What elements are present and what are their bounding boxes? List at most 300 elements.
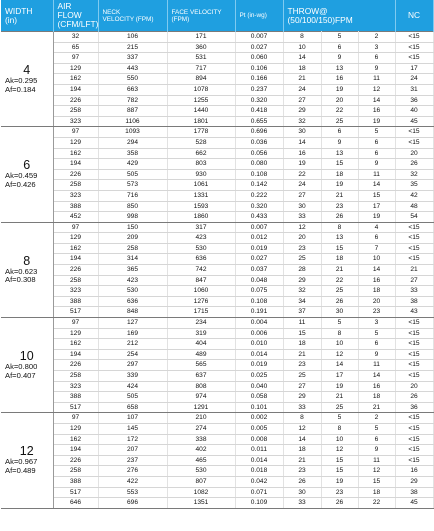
throw-100-cell: 9 <box>321 137 358 148</box>
pt-cell: 0.025 <box>235 371 283 382</box>
airflow-cell: 258 <box>53 180 98 191</box>
throw-150-cell: 18 <box>358 487 395 498</box>
throw-100-cell: 21 <box>321 190 358 201</box>
table-row <box>1 498 433 509</box>
nc-cell: <15 <box>395 360 433 371</box>
neck-velocity-cell: 169 <box>98 328 167 339</box>
throw-100-cell: 6 <box>321 127 358 138</box>
throw-150-cell: 4 <box>358 222 395 233</box>
throw-150-cell: 22 <box>358 498 395 509</box>
face-velocity-cell: 234 <box>167 318 235 329</box>
pt-cell: 0.008 <box>235 434 283 445</box>
throw-150-cell: 5 <box>358 423 395 434</box>
nc-cell: 17 <box>395 63 433 74</box>
throw-150-cell: 6 <box>358 233 395 244</box>
face-velocity-cell: 1082 <box>167 487 235 498</box>
header-throw: THROW@ (50/100/150)FPM <box>283 0 395 32</box>
size-value: 6 <box>23 158 31 173</box>
face-velocity-cell: 742 <box>167 265 235 276</box>
table-row <box>1 74 433 85</box>
neck-velocity-cell: 422 <box>98 476 167 487</box>
pt-cell: 0.002 <box>235 413 283 424</box>
airflow-cell: 162 <box>53 74 98 85</box>
neck-velocity-cell: 172 <box>98 434 167 445</box>
table-row <box>1 212 433 223</box>
table-row <box>1 371 433 382</box>
throw-50-cell: 20 <box>283 233 321 244</box>
throw-100-cell: 12 <box>321 349 358 360</box>
pt-cell: 0.005 <box>235 423 283 434</box>
pt-cell: 0.040 <box>235 381 283 392</box>
ak-value: Ak=0.800 <box>5 362 38 372</box>
table-row <box>1 169 433 180</box>
face-velocity-cell: 847 <box>167 275 235 286</box>
face-velocity-cell: 1291 <box>167 402 235 413</box>
airflow-cell: 194 <box>53 254 98 265</box>
throw-100-cell: 8 <box>321 328 358 339</box>
pt-cell: 0.106 <box>235 63 283 74</box>
face-velocity-cell: 894 <box>167 74 235 85</box>
throw-50-cell: 27 <box>283 95 321 106</box>
throw-50-cell: 23 <box>283 360 321 371</box>
airflow-cell: 97 <box>53 413 98 424</box>
table-row <box>1 106 433 117</box>
pt-cell: 0.007 <box>235 222 283 233</box>
face-velocity-cell: 317 <box>167 222 235 233</box>
throw-150-cell: 6 <box>358 148 395 159</box>
throw-50-cell: 8 <box>283 32 321 43</box>
pt-cell: 0.012 <box>235 233 283 244</box>
throw-50-cell: 27 <box>283 381 321 392</box>
throw-150-cell: 2 <box>358 32 395 43</box>
pt-cell: 0.027 <box>235 254 283 265</box>
airflow-cell: 388 <box>53 296 98 307</box>
table-row <box>1 328 433 339</box>
table-row <box>1 381 433 392</box>
pt-cell: 0.075 <box>235 286 283 297</box>
pt-cell: 0.222 <box>235 190 283 201</box>
nc-cell: 36 <box>395 402 433 413</box>
pt-cell: 0.418 <box>235 106 283 117</box>
throw-150-cell: 18 <box>358 392 395 403</box>
throw-100-cell: 8 <box>321 222 358 233</box>
table-row <box>1 318 433 329</box>
nc-cell: <15 <box>395 318 433 329</box>
table-row <box>1 434 433 445</box>
throw-100-cell: 12 <box>321 445 358 456</box>
neck-velocity-cell: 258 <box>98 243 167 254</box>
airflow-cell: 323 <box>53 116 98 127</box>
table-header <box>1 0 433 32</box>
throw-50-cell: 19 <box>283 159 321 170</box>
throw-100-cell: 22 <box>321 275 358 286</box>
header-width: WIDTH (in) <box>1 0 53 32</box>
face-velocity-cell: 1078 <box>167 84 235 95</box>
neck-velocity-cell: 423 <box>98 275 167 286</box>
neck-velocity-cell: 443 <box>98 63 167 74</box>
airflow-cell: 517 <box>53 307 98 318</box>
face-velocity-cell: 1255 <box>167 95 235 106</box>
nc-cell: <15 <box>395 349 433 360</box>
pt-cell: 0.058 <box>235 392 283 403</box>
table-row <box>1 339 433 350</box>
throw-50-cell: 29 <box>283 392 321 403</box>
throw-150-cell: 19 <box>358 116 395 127</box>
table-row <box>1 487 433 498</box>
table-row <box>1 286 433 297</box>
airflow-cell: 226 <box>53 265 98 276</box>
throw-100-cell: 30 <box>321 307 358 318</box>
pt-cell: 0.036 <box>235 137 283 148</box>
throw-50-cell: 14 <box>283 53 321 64</box>
throw-50-cell: 37 <box>283 307 321 318</box>
face-velocity-cell: 930 <box>167 169 235 180</box>
face-velocity-cell: 1801 <box>167 116 235 127</box>
ak-value: Ak=0.459 <box>5 171 38 181</box>
face-velocity-cell: 565 <box>167 360 235 371</box>
face-velocity-cell: 338 <box>167 434 235 445</box>
pt-cell: 0.018 <box>235 466 283 477</box>
table-row <box>1 455 433 466</box>
throw-150-cell: 12 <box>358 466 395 477</box>
airflow-cell: 129 <box>53 233 98 244</box>
table-row <box>1 32 433 43</box>
pt-cell: 0.006 <box>235 328 283 339</box>
nc-cell: <15 <box>395 254 433 265</box>
airflow-cell: 129 <box>53 137 98 148</box>
table-row <box>1 423 433 434</box>
airflow-cell: 323 <box>53 286 98 297</box>
airflow-cell: 129 <box>53 423 98 434</box>
airflow-cell: 258 <box>53 275 98 286</box>
throw-50-cell: 29 <box>283 106 321 117</box>
neck-velocity-cell: 696 <box>98 498 167 509</box>
neck-velocity-cell: 1093 <box>98 127 167 138</box>
ak-value: Ak=0.295 <box>5 76 38 86</box>
nc-cell: <15 <box>395 445 433 456</box>
table-row <box>1 476 433 487</box>
neck-velocity-cell: 339 <box>98 371 167 382</box>
throw-50-cell: 14 <box>283 434 321 445</box>
throw-50-cell: 30 <box>283 201 321 212</box>
neck-velocity-cell: 212 <box>98 339 167 350</box>
nc-cell: 42 <box>395 190 433 201</box>
throw-150-cell: 6 <box>358 434 395 445</box>
table-row <box>1 402 433 413</box>
pt-cell: 0.191 <box>235 307 283 318</box>
throw-50-cell: 28 <box>283 265 321 276</box>
throw-50-cell: 26 <box>283 476 321 487</box>
nc-cell: 31 <box>395 84 433 95</box>
throw-50-cell: 33 <box>283 212 321 223</box>
neck-velocity-cell: 276 <box>98 466 167 477</box>
face-velocity-cell: 636 <box>167 254 235 265</box>
nc-cell: 35 <box>395 180 433 191</box>
table-row <box>1 265 433 276</box>
face-velocity-cell: 1860 <box>167 212 235 223</box>
throw-50-cell: 11 <box>283 318 321 329</box>
airflow-cell: 258 <box>53 371 98 382</box>
throw-50-cell: 33 <box>283 498 321 509</box>
pt-cell: 0.042 <box>235 476 283 487</box>
throw-50-cell: 23 <box>283 243 321 254</box>
nc-cell: <15 <box>395 42 433 53</box>
throw-150-cell: 15 <box>358 476 395 487</box>
pt-cell: 0.037 <box>235 265 283 276</box>
throw-100-cell: 22 <box>321 106 358 117</box>
throw-50-cell: 10 <box>283 42 321 53</box>
nc-cell: <15 <box>395 455 433 466</box>
throw-100-cell: 9 <box>321 53 358 64</box>
throw-150-cell: 14 <box>358 95 395 106</box>
throw-100-cell: 18 <box>321 254 358 265</box>
neck-velocity-cell: 237 <box>98 455 167 466</box>
nc-cell: 27 <box>395 275 433 286</box>
throw-50-cell: 25 <box>283 254 321 265</box>
nc-cell: 26 <box>395 392 433 403</box>
ak-value: Ak=0.967 <box>5 457 38 467</box>
throw-150-cell: 2 <box>358 413 395 424</box>
throw-150-cell: 12 <box>358 84 395 95</box>
nc-cell: <15 <box>395 32 433 43</box>
airflow-cell: 323 <box>53 381 98 392</box>
throw-150-cell: 9 <box>358 349 395 360</box>
header-neck-velocity: NECK VELOCITY (FPM) <box>98 0 167 32</box>
pt-cell: 0.109 <box>235 498 283 509</box>
table-row <box>1 275 433 286</box>
pt-cell: 0.027 <box>235 42 283 53</box>
throw-150-cell: 10 <box>358 254 395 265</box>
table-row <box>1 243 433 254</box>
throw-150-cell: 11 <box>358 169 395 180</box>
airflow-cell: 129 <box>53 63 98 74</box>
throw-100-cell: 13 <box>321 63 358 74</box>
face-velocity-cell: 530 <box>167 243 235 254</box>
pt-cell: 0.101 <box>235 402 283 413</box>
pt-cell: 0.010 <box>235 339 283 350</box>
airflow-cell: 162 <box>53 243 98 254</box>
face-velocity-cell: 1593 <box>167 201 235 212</box>
nc-cell: 16 <box>395 466 433 477</box>
airflow-cell: 388 <box>53 201 98 212</box>
airflow-cell: 97 <box>53 318 98 329</box>
pt-cell: 0.166 <box>235 74 283 85</box>
table-row <box>1 222 433 233</box>
throw-50-cell: 30 <box>283 127 321 138</box>
throw-150-cell: 15 <box>358 190 395 201</box>
nc-cell: 21 <box>395 265 433 276</box>
nc-cell: 24 <box>395 74 433 85</box>
neck-velocity-cell: 716 <box>98 190 167 201</box>
throw-100-cell: 26 <box>321 498 358 509</box>
pt-cell: 0.433 <box>235 212 283 223</box>
neck-velocity-cell: 150 <box>98 222 167 233</box>
table-row <box>1 466 433 477</box>
face-velocity-cell: 637 <box>167 371 235 382</box>
size-cell <box>1 127 53 222</box>
table-row <box>1 53 433 64</box>
throw-150-cell: 6 <box>358 339 395 350</box>
neck-velocity-cell: 848 <box>98 307 167 318</box>
face-velocity-cell: 489 <box>167 349 235 360</box>
table-row <box>1 95 433 106</box>
face-velocity-cell: 423 <box>167 233 235 244</box>
throw-150-cell: 3 <box>358 42 395 53</box>
neck-velocity-cell: 254 <box>98 349 167 360</box>
neck-velocity-cell: 1106 <box>98 116 167 127</box>
throw-50-cell: 18 <box>283 63 321 74</box>
nc-cell: <15 <box>395 233 433 244</box>
throw-100-cell: 15 <box>321 466 358 477</box>
face-velocity-cell: 528 <box>167 137 235 148</box>
neck-velocity-cell: 505 <box>98 392 167 403</box>
size-value: 8 <box>23 253 31 268</box>
throw-150-cell: 9 <box>358 63 395 74</box>
pt-cell: 0.060 <box>235 53 283 64</box>
throw-150-cell: 18 <box>358 286 395 297</box>
face-velocity-cell: 1331 <box>167 190 235 201</box>
throw-50-cell: 18 <box>283 339 321 350</box>
neck-velocity-cell: 127 <box>98 318 167 329</box>
face-velocity-cell: 319 <box>167 328 235 339</box>
throw-50-cell: 21 <box>283 74 321 85</box>
throw-150-cell: 6 <box>358 53 395 64</box>
throw-150-cell: 6 <box>358 137 395 148</box>
table-row <box>1 148 433 159</box>
face-velocity-cell: 402 <box>167 445 235 456</box>
nc-cell: <15 <box>395 328 433 339</box>
throw-50-cell: 21 <box>283 349 321 360</box>
throw-100-cell: 25 <box>321 402 358 413</box>
table-row <box>1 445 433 456</box>
neck-velocity-cell: 314 <box>98 254 167 265</box>
throw-100-cell: 16 <box>321 74 358 85</box>
neck-velocity-cell: 782 <box>98 95 167 106</box>
face-velocity-cell: 974 <box>167 392 235 403</box>
airflow-cell: 97 <box>53 127 98 138</box>
face-velocity-cell: 465 <box>167 455 235 466</box>
size-value: 12 <box>19 444 34 459</box>
size-cell <box>1 222 53 317</box>
table-row <box>1 296 433 307</box>
face-velocity-cell: 1351 <box>167 498 235 509</box>
throw-100-cell: 21 <box>321 392 358 403</box>
table-row <box>1 180 433 191</box>
throw-100-cell: 19 <box>321 476 358 487</box>
neck-velocity-cell: 553 <box>98 487 167 498</box>
throw-50-cell: 29 <box>283 275 321 286</box>
throw-100-cell: 8 <box>321 423 358 434</box>
nc-cell: 45 <box>395 498 433 509</box>
size-cell <box>1 413 53 508</box>
neck-velocity-cell: 663 <box>98 84 167 95</box>
throw-100-cell: 5 <box>321 413 358 424</box>
nc-cell: 45 <box>395 116 433 127</box>
throw-50-cell: 32 <box>283 286 321 297</box>
header-airflow: AIR FLOW (CFM/LFT) <box>53 0 98 32</box>
throw-150-cell: 3 <box>358 318 395 329</box>
pt-cell: 0.108 <box>235 169 283 180</box>
airflow-cell: 323 <box>53 190 98 201</box>
table-row <box>1 137 433 148</box>
airflow-cell: 162 <box>53 148 98 159</box>
throw-50-cell: 24 <box>283 180 321 191</box>
nc-cell: <15 <box>395 222 433 233</box>
nc-cell: 26 <box>395 159 433 170</box>
pt-cell: 0.019 <box>235 360 283 371</box>
header-nc: NC <box>395 0 433 32</box>
throw-50-cell: 21 <box>283 455 321 466</box>
airflow-cell: 226 <box>53 95 98 106</box>
airflow-cell: 226 <box>53 169 98 180</box>
throw-50-cell: 23 <box>283 466 321 477</box>
throw-100-cell: 25 <box>321 286 358 297</box>
pt-cell: 0.014 <box>235 349 283 360</box>
airflow-cell: 258 <box>53 106 98 117</box>
neck-velocity-cell: 573 <box>98 180 167 191</box>
spec-table-container <box>1 0 433 509</box>
neck-velocity-cell: 106 <box>98 32 167 43</box>
nc-cell: <15 <box>395 339 433 350</box>
pt-cell: 0.080 <box>235 159 283 170</box>
airflow-cell: 517 <box>53 487 98 498</box>
throw-50-cell: 22 <box>283 169 321 180</box>
throw-100-cell: 20 <box>321 95 358 106</box>
af-value: Af=0.308 <box>5 275 36 285</box>
airflow-cell: 194 <box>53 445 98 456</box>
table-row <box>1 349 433 360</box>
throw-150-cell: 11 <box>358 360 395 371</box>
throw-50-cell: 32 <box>283 116 321 127</box>
neck-velocity-cell: 215 <box>98 42 167 53</box>
throw-100-cell: 5 <box>321 318 358 329</box>
table-row <box>1 42 433 53</box>
throw-100-cell: 26 <box>321 212 358 223</box>
face-velocity-cell: 807 <box>167 476 235 487</box>
pt-cell: 0.108 <box>235 296 283 307</box>
nc-cell: 20 <box>395 148 433 159</box>
throw-50-cell: 30 <box>283 487 321 498</box>
pt-cell: 0.004 <box>235 318 283 329</box>
throw-100-cell: 25 <box>321 116 358 127</box>
face-velocity-cell: 1061 <box>167 180 235 191</box>
nc-cell: 32 <box>395 169 433 180</box>
neck-velocity-cell: 424 <box>98 381 167 392</box>
neck-velocity-cell: 297 <box>98 360 167 371</box>
table-row <box>1 360 433 371</box>
throw-100-cell: 15 <box>321 159 358 170</box>
nc-cell: <15 <box>395 53 433 64</box>
throw-100-cell: 26 <box>321 296 358 307</box>
neck-velocity-cell: 850 <box>98 201 167 212</box>
table-row <box>1 116 433 127</box>
throw-150-cell: 23 <box>358 307 395 318</box>
neck-velocity-cell: 887 <box>98 106 167 117</box>
throw-100-cell: 23 <box>321 201 358 212</box>
face-velocity-cell: 210 <box>167 413 235 424</box>
throw-50-cell: 25 <box>283 371 321 382</box>
size-cell <box>1 32 53 127</box>
neck-velocity-cell: 530 <box>98 286 167 297</box>
throw-50-cell: 12 <box>283 423 321 434</box>
face-velocity-cell: 1276 <box>167 296 235 307</box>
airflow-cell: 226 <box>53 455 98 466</box>
table-row <box>1 127 433 138</box>
throw-50-cell: 34 <box>283 296 321 307</box>
throw-50-cell: 16 <box>283 148 321 159</box>
nc-cell: <15 <box>395 434 433 445</box>
pt-cell: 0.007 <box>235 32 283 43</box>
